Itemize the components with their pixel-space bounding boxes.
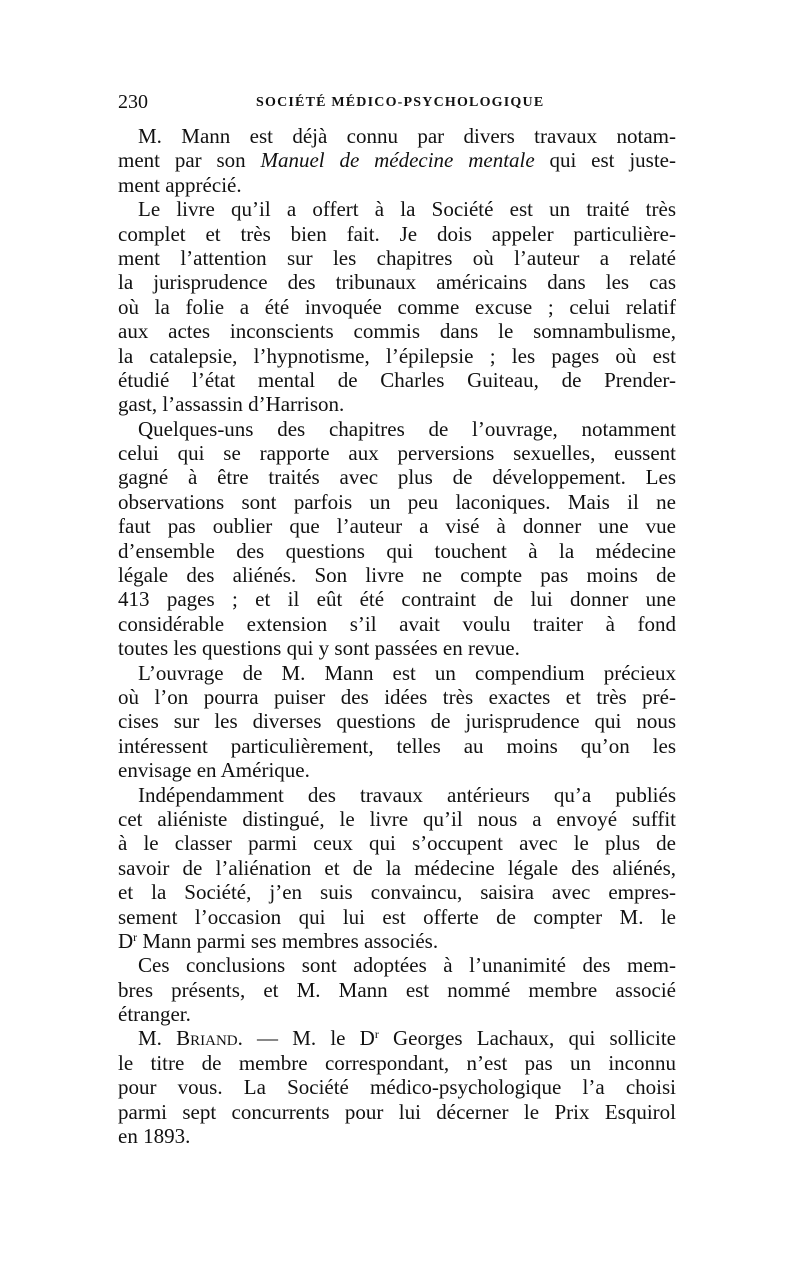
text-line: Ces conclusions sont adoptées à l’unanimité des mem- — [138, 953, 676, 978]
text-line: intéressent particulièrement, telles au moins qu’on les — [118, 733, 676, 758]
text-line: faut pas oublier que l’auteur a visé à donner une vue — [118, 514, 676, 539]
text-line: $D^r$ Mann parmi ses membres associés. — [118, 928, 439, 953]
running-head — [118, 90, 678, 114]
text-line: observations sont parfois un peu laconiques. Mais il ne — [118, 489, 676, 514]
text-line: où l’on pourra puiser des idées très exactes et très pré- — [118, 684, 676, 709]
text-line: où la folie a été invoquée comme excuse ; celui relatif — [118, 294, 676, 319]
text-line: pour vous. La Société médico-psychologique l’a choisi — [118, 1075, 676, 1100]
text-line: cet aliéniste distingué, le livre qu’il nous a envoyé suffit — [118, 806, 676, 831]
body-text — [118, 124, 676, 1148]
text-line: étudié l’état mental de Charles Guiteau, de Prender- — [118, 367, 676, 392]
text-line: sement l’occasion qui lui est offerte de compter M. le — [118, 904, 676, 929]
superscript: r — [374, 1027, 379, 1042]
text-line: à le classer parmi ceux qui s’occupent avec le plus de — [118, 831, 676, 856]
text-line: ment par son Manuel de médecine mentale qui est juste- — [118, 148, 676, 173]
text-line: gast, l’assassin d’Harrison. — [118, 392, 345, 417]
text-line: Indépendamment des travaux antérieurs qu’a publiés — [138, 782, 676, 807]
text-line: parmi sept concurrents pour lui décerner le Prix Esquirol — [118, 1099, 676, 1124]
text-line: la jurisprudence des tribunaux américains dans les cas — [118, 270, 676, 295]
text-line: la catalepsie, l’hypnotisme, l’épilepsie ; les pages où est — [118, 343, 676, 368]
text-line: gagné à être traités avec plus de développement. Les — [118, 465, 676, 490]
page-number: 230 — [118, 91, 148, 113]
text-line: légale des aliénés. Son livre ne compte pas moins de — [118, 563, 676, 588]
speaker-name: Briand — [176, 1026, 238, 1051]
text-line: d’ensemble des questions qui touchent à la médecine — [118, 538, 676, 563]
text-line: ment l’attention sur les chapitres où l’auteur a relaté — [118, 245, 676, 270]
text-line: celui qui se rapporte aux perversions sexuelles, eussent — [118, 441, 676, 466]
text-line: le titre de membre correspondant, n’est pas un inconnu — [118, 1050, 676, 1075]
text-line: ment apprécié. — [118, 172, 242, 197]
text-line: complet et très bien fait. Je dois appeler particulière- — [118, 221, 676, 246]
text-line: bres présents, et M. Mann est nommé membre associé — [118, 977, 676, 1002]
text-line: cises sur les diverses questions de jurisprudence qui nous — [118, 709, 676, 734]
text-line: aux actes inconscients commis dans le somnambulisme, — [118, 319, 676, 344]
text-line: M. Mann est déjà connu par divers travaux notam- — [138, 124, 676, 148]
text-line: L’ouvrage de M. Mann est un compendium précieux — [138, 660, 676, 685]
text-line: étranger. — [118, 1002, 191, 1027]
text-line: Quelques-uns des chapitres de l’ouvrage, notamment — [138, 416, 676, 441]
text-line: en 1893. — [118, 1124, 191, 1149]
text-line: envisage en Amérique. — [118, 758, 310, 783]
text-line: Le livre qu’il a offert à la Société est un traité très — [138, 197, 676, 222]
text-line: toutes les questions qui y sont passées en revue. — [118, 636, 520, 661]
text-line: M. Briand. — M. le $D^r$ Georges Lachaux, qui sollicite — [138, 1026, 676, 1051]
running-title: SOCIÉTÉ MÉDICO-PSYCHOLOGIQUE — [256, 95, 545, 110]
text-line: et la Société, j’en suis convaincu, saisira avec empres- — [118, 880, 676, 905]
book-title: Manuel de médecine mentale — [260, 148, 535, 173]
text-line: savoir de l’aliénation et de la médecine légale des aliénés, — [118, 855, 676, 880]
superscript: r — [133, 929, 138, 944]
text-line: considérable extension s’il avait voulu traiter à fond — [118, 611, 676, 636]
text-line: 413 pages ; et il eût été contraint de lui donner une — [118, 587, 676, 612]
